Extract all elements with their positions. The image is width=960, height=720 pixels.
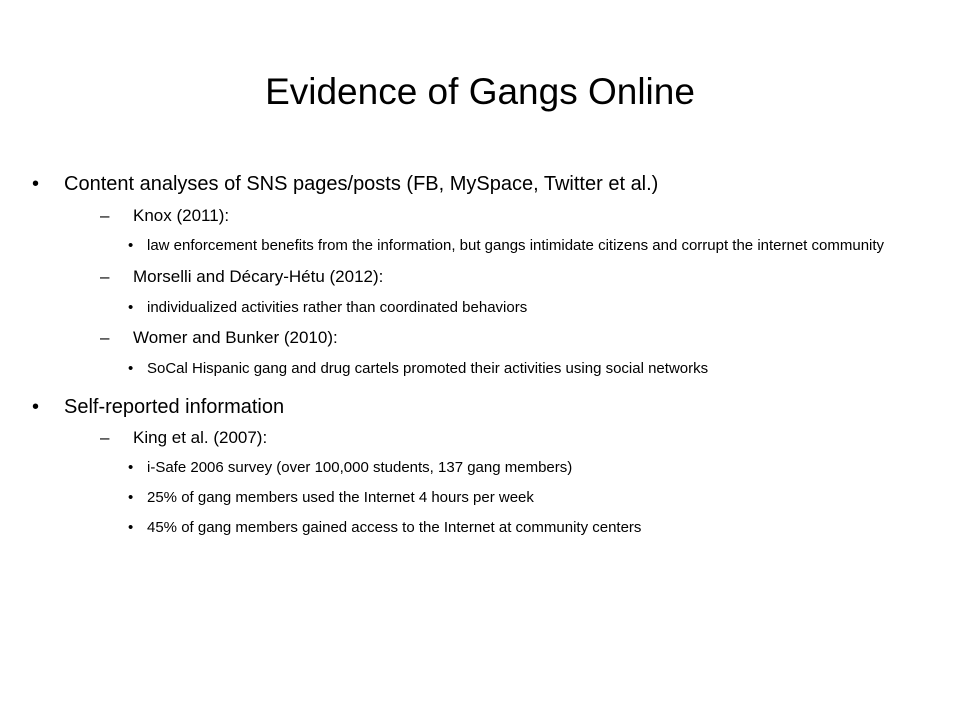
bullet-text: Content analyses of SNS pages/posts (FB, MySpace, Twitter et al.): [64, 173, 659, 195]
dash-marker: –: [100, 328, 110, 347]
slide-title: Evidence of Gangs Online: [265, 71, 695, 112]
bullet-marker: •: [32, 396, 40, 418]
point-text: 25% of gang members used the Internet 4 hours per week: [147, 489, 534, 506]
sub-item-king: [28, 426, 928, 450]
point-text: i-Safe 2006 survey (over 100,000 students, 137 gang members): [147, 459, 573, 476]
point-internet-hours: [28, 487, 928, 508]
bullet-marker: •: [128, 237, 134, 254]
dash-marker: –: [100, 428, 110, 447]
slide-body: [28, 170, 928, 538]
point-knox-finding: [28, 235, 928, 256]
point-text: individualized activities rather than coordinated behaviors: [147, 299, 528, 316]
point-isafe-survey: [28, 457, 928, 478]
bullet-marker: •: [128, 489, 134, 506]
bullet-marker: •: [128, 360, 134, 377]
point-community-centers: [28, 517, 928, 538]
sub-item-text: King et al. (2007):: [133, 428, 268, 447]
dash-marker: –: [100, 206, 110, 225]
point-text: SoCal Hispanic gang and drug cartels promoted their activities using social networks: [147, 360, 709, 377]
sub-item-text: Morselli and Décary-Hétu (2012):: [133, 267, 384, 286]
bullet-marker: •: [128, 459, 134, 476]
point-text: law enforcement benefits from the information, but gangs intimidate citizens and corrupt the internet community: [147, 237, 885, 254]
point-text: 45% of gang members gained access to the Internet at community centers: [147, 519, 642, 536]
sub-item-text: Womer and Bunker (2010):: [133, 328, 338, 347]
bullet-marker: •: [32, 173, 40, 195]
sub-item-text: Knox (2011):: [133, 206, 230, 225]
sub-item-morselli: [28, 265, 928, 289]
sub-item-womer: [28, 326, 928, 350]
dash-marker: –: [100, 267, 110, 286]
bullet-marker: •: [128, 519, 134, 536]
bullet-text: Self-reported information: [64, 396, 285, 418]
point-womer-finding: [28, 358, 928, 379]
point-morselli-finding: [28, 297, 928, 318]
bullet-marker: •: [128, 299, 134, 316]
sub-item-knox: [28, 204, 928, 228]
bullet-self-reported: [28, 393, 928, 421]
bullet-content-analyses: [28, 170, 928, 198]
